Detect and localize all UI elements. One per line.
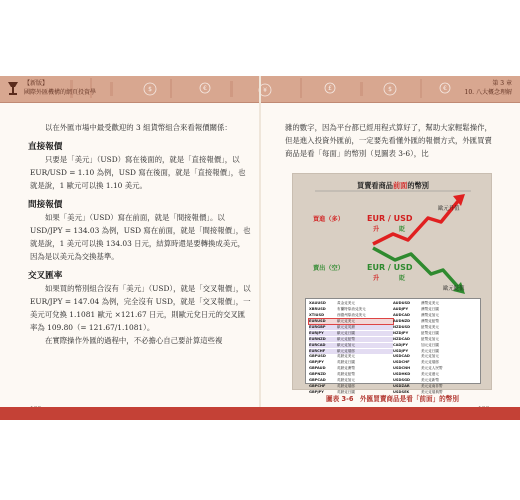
pair-name: 美元兌南非幣	[421, 383, 443, 388]
pair-name: 紐幣兌美元	[421, 325, 439, 329]
pair-name: 英鎊兌加元	[337, 378, 355, 383]
table-cell	[393, 354, 477, 359]
pair-code: NZDCAD	[393, 336, 410, 341]
pair-code: USDHKD	[393, 372, 411, 377]
pair-name: 美元兌加元	[421, 354, 439, 359]
header-book-title: 國際外匯機構的網頁投資學	[24, 89, 97, 96]
table-row	[309, 372, 477, 378]
table-row	[309, 307, 477, 313]
pair-code: GBPNZD	[309, 372, 326, 377]
pair-name: 歐元兌英鎊	[337, 325, 355, 329]
pair-code: AUDNZD	[393, 319, 411, 324]
section-paragraph: 只要是「美元」（USD）寫在後面的，就是「直接報價」，以 EUR/USD = 1.10 為例，USD 寫在後面，就是「直接報價」，也就是說，1 歐元可以換 1.10 美元。	[30, 155, 246, 190]
pair-code: XTIUSD	[309, 313, 325, 318]
pair-name: 加元兌日圓	[421, 342, 439, 347]
table-row	[309, 378, 477, 384]
pair-name: 英鎊兌日圓	[337, 389, 355, 394]
pair-code: GBPUSD	[309, 354, 326, 359]
table-cell	[393, 337, 477, 342]
book-spread	[0, 76, 520, 420]
pair-name: 澳幣兌日圓	[421, 307, 439, 312]
table-row	[309, 354, 477, 360]
right-page-paragraph: 雜的數字，因為平台都已經用程式算好了，幫助大家輕鬆操作，但是進入投資外匯前，一定要先看懂外匯的報價方式，外匯買賣商品是看「每面」的幣別（見圖表 3-6），比	[285, 123, 492, 158]
pair-code: GBPCHF	[309, 383, 326, 388]
table-row	[309, 313, 477, 319]
table-cell	[393, 366, 477, 371]
pair-name: 英鎊兌澳幣	[337, 366, 355, 371]
table-cell	[309, 378, 393, 383]
left-page-body	[30, 121, 252, 347]
pair-name: 英鎊兌紐幣	[337, 372, 355, 377]
header-left-group	[6, 79, 96, 97]
pair-name: 美元兌港元	[421, 372, 439, 377]
table-row	[309, 366, 477, 372]
pair-name: 英鎊兌日圓	[337, 360, 355, 365]
arrow-diagram	[293, 174, 493, 298]
sell-up-mark: 升	[373, 275, 380, 282]
currency-pair-table	[305, 298, 481, 394]
table-cell	[309, 307, 393, 312]
table-cell	[393, 343, 477, 348]
svg-text:¥: ¥	[263, 87, 267, 94]
pair-name: 紐幣兌日圓	[421, 330, 439, 335]
sell-down-mark: 貶	[399, 275, 406, 282]
pair-name: 美元兌人民幣	[421, 366, 443, 371]
pair-code: NZDUSD	[393, 325, 411, 329]
table-cell	[309, 313, 393, 318]
left-intro-paragraph: 以在外匯市場中最受歡迎的 3 組貨幣組合來看報價關係：	[45, 123, 232, 132]
pair-code: EURNZD	[309, 336, 326, 341]
pair-name: 歐元兌瑞郎	[337, 348, 355, 353]
header-right-group	[465, 79, 512, 97]
pair-code: EURCAD	[309, 342, 326, 347]
arrow-up-label: 歐元升值	[438, 206, 460, 212]
pair-name: 美元兌新幣	[421, 378, 439, 383]
pair-name: 英鎊兌瑞郎	[337, 383, 355, 388]
header-chapter: 第 3 章	[492, 80, 512, 87]
pair-name: 歐元兌美元	[337, 319, 355, 324]
table-cell	[393, 372, 477, 377]
table-row	[309, 330, 477, 336]
figure-title-highlight: 前面	[392, 181, 408, 190]
table-cell	[309, 349, 393, 354]
table-row	[309, 319, 477, 325]
section-paragraph: 在實際操作外匯的過程中，不必擔心自己要計算這些複	[45, 336, 223, 345]
figure-3-6	[292, 173, 492, 394]
section-heading-indirect-quote: 間接報價	[28, 200, 63, 210]
pair-name: 澳幣兌美元	[421, 301, 439, 306]
pair-code: USDJPY	[393, 348, 409, 353]
table-cell	[309, 360, 393, 365]
svg-text:£: £	[328, 85, 332, 92]
pair-code: GBPJPY	[309, 360, 324, 365]
buy-down-mark: 貶	[399, 226, 406, 233]
table-cell	[393, 384, 477, 389]
pair-code: AUDJPY	[393, 307, 409, 312]
pair-code: NZDJPY	[393, 330, 409, 335]
table-cell	[309, 366, 393, 371]
pair-name: 黃金兌美元	[337, 301, 355, 306]
pair-code: GBPJPY	[309, 389, 324, 394]
table-cell	[309, 354, 393, 359]
pair-code: XBRUSD	[309, 307, 326, 312]
table-cell	[309, 319, 393, 324]
section-heading-direct-quote: 直接報價	[28, 142, 63, 152]
section-paragraph: 如果買的幣別組合沒有「美元」（USD），就是「交叉報價」，以 EUR/JPY = 147.04 為例，完全沒有 USD，就是「交叉報價」，一美元可兌換 1.1081 歐元 ×121.67 日元，則歐元兌日元的交叉匯率為 109.80（= 121.67/1.1081）。	[30, 284, 251, 332]
table-row	[309, 383, 477, 389]
table-cell	[393, 325, 477, 330]
pair-code: USDCNH	[393, 366, 411, 371]
table-cell	[309, 337, 393, 342]
table-row	[309, 301, 477, 307]
table-cell	[393, 349, 477, 354]
buy-label: 買進（多）	[313, 216, 344, 223]
figure-title-suffix: 的幣別	[407, 181, 429, 190]
sell-pair: EUR / USD	[367, 263, 413, 272]
table-cell	[393, 307, 477, 312]
table-cell	[393, 319, 477, 324]
pair-name: 歐元兌紐幣	[337, 336, 355, 341]
pair-name: 美元兌瑞典幣	[421, 389, 443, 394]
pair-code: GBPCAD	[309, 378, 326, 383]
table-cell	[393, 360, 477, 365]
pair-name: 澳幣兌加元	[421, 313, 439, 318]
pair-code: EURGBP	[309, 325, 326, 329]
pair-code: AUDUSD	[393, 301, 411, 306]
pair-code: CADJPY	[393, 342, 408, 347]
pair-name: 英鎊兌美元	[337, 354, 355, 359]
table-cell	[309, 301, 393, 306]
pair-name: 美元兌瑞郎	[421, 360, 439, 365]
pair-code: XAUUSD	[309, 301, 326, 306]
buy-pair: EUR / USD	[367, 214, 413, 223]
section-heading-cross-rate: 交叉匯率	[28, 271, 63, 281]
table-cell	[309, 372, 393, 377]
pair-code: USDZAR	[393, 383, 410, 388]
pair-name: 西德州原油兌美元	[337, 313, 366, 318]
pair-name: 美元兌日圓	[421, 348, 439, 353]
pair-code: AUDCAD	[393, 313, 410, 318]
table-row	[309, 325, 477, 331]
section-paragraph: 如果「美元」（USD）寫在前面，就是「間接報價」。以 USD/JPY = 134.03 為例，USD 寫在前面，就是「間接報價」，也就是說，1 美元可以換 134.03 日元，結算時還是要轉換成美元，因為是以美元為交換基準。	[30, 213, 251, 261]
header-book-tag: 【新版】	[24, 80, 49, 87]
table-cell	[309, 325, 393, 330]
pair-code: USDSGD	[393, 378, 411, 383]
table-row	[309, 348, 477, 354]
header-chapter-title: 10. 八大概念理解	[464, 89, 512, 96]
svg-text:$: $	[148, 86, 152, 93]
figure-title-prefix: 買賣看商品	[357, 181, 393, 190]
pair-code: USDSEK	[393, 389, 410, 394]
table-cell	[393, 331, 477, 336]
table-row	[309, 336, 477, 342]
page-footer-band	[0, 407, 520, 420]
table-cell	[309, 331, 393, 336]
table-cell	[309, 343, 393, 348]
buy-up-mark: 升	[373, 226, 380, 233]
table-cell	[393, 378, 477, 383]
table-cell	[309, 384, 393, 389]
table-cell	[393, 301, 477, 306]
pair-code: EURCHF	[309, 348, 326, 353]
pair-name: 布蘭特原油兌美元	[337, 307, 366, 312]
svg-text:$: $	[388, 86, 392, 93]
pair-code: GBPAUD	[309, 366, 326, 371]
svg-text:€: €	[203, 85, 207, 92]
pair-code: USDCHF	[393, 360, 410, 365]
figure-caption: 圖表 3-6 外匯買賣商品是看「前面」的幣別	[326, 395, 459, 403]
table-row	[309, 360, 477, 366]
pair-name: 紐幣兌加元	[421, 336, 439, 341]
pair-code: EURJPY	[309, 330, 324, 335]
arrow-down-label: 歐元貶值	[443, 286, 465, 292]
pair-name: 歐元兌加元	[337, 342, 355, 347]
lamp-icon	[6, 79, 20, 97]
pair-name: 澳幣兌紐幣	[421, 319, 439, 324]
book-spine	[259, 76, 261, 420]
pair-code: EURUSD	[309, 319, 326, 324]
pair-name: 歐元兌日圓	[337, 330, 355, 335]
table-row	[309, 342, 477, 348]
table-cell	[393, 313, 477, 318]
sell-label: 賣出（空）	[313, 265, 344, 272]
pair-code: USDCAD	[393, 354, 410, 359]
svg-text:€: €	[443, 85, 447, 92]
right-page-body	[285, 121, 495, 160]
